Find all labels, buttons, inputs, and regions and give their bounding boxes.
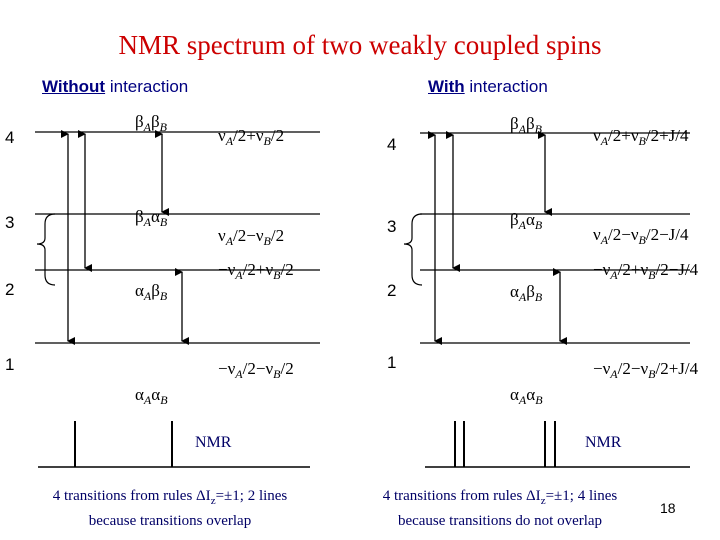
energy-expression: $\nu_A/2+\nu_B/2$ <box>218 126 285 148</box>
page-number: 18 <box>660 500 676 516</box>
caption-right-line2: because transitions do not overlap <box>397 513 603 529</box>
level-number: 3 <box>5 213 15 232</box>
heading-underlined-word: Without <box>42 77 106 96</box>
caption-right-line1-end: =±1; 4 lines <box>545 488 618 504</box>
caption-left-line2: because transitions overlap <box>88 513 252 529</box>
grouping-brace <box>404 214 422 285</box>
caption-left-line1: 4 transitions from rules ΔI <box>52 488 211 504</box>
heading-underlined-word: With <box>428 77 465 96</box>
level-number: 1 <box>387 353 397 372</box>
energy-expression: $\nu_A/2-\nu_B/2$ <box>218 226 285 248</box>
level-number: 2 <box>387 281 397 300</box>
energy-expression: $-\nu_A/2+\nu_B/2-J/4$ <box>593 260 699 282</box>
spin-state-label: $\alpha_A\beta_B$ <box>135 281 168 303</box>
panel-without-interaction <box>5 112 320 467</box>
slide-title: NMR spectrum of two weakly coupled spins <box>118 30 602 60</box>
energy-expression: $-\nu_A/2-\nu_B/2$ <box>218 359 294 381</box>
level-number: 4 <box>5 128 15 147</box>
heading-rest: interaction <box>464 77 548 96</box>
level-number: 4 <box>387 135 397 154</box>
panel-with-interaction <box>387 114 699 467</box>
grouping-brace <box>37 214 55 285</box>
spin-state-label: $\beta_A\beta_B$ <box>510 114 542 136</box>
caption-left-line1-end: =±1; 2 lines <box>215 488 288 504</box>
spectrum-label: NMR <box>585 434 622 451</box>
level-number: 1 <box>5 355 15 374</box>
caption-left <box>0 486 340 531</box>
spin-state-label: $\alpha_A\alpha_B$ <box>135 385 168 407</box>
spin-state-label: $\alpha_A\beta_B$ <box>510 282 543 304</box>
energy-expression: $-\nu_A/2+\nu_B/2$ <box>218 260 294 282</box>
energy-expression: $\nu_A/2+\nu_B/2+J/4$ <box>593 126 689 148</box>
level-number: 3 <box>387 217 397 236</box>
caption-left-sub: z <box>210 495 216 507</box>
spin-state-label: $\beta_A\alpha_B$ <box>510 210 543 232</box>
energy-expression: $-\nu_A/2-\nu_B/2+J/4$ <box>593 359 699 381</box>
level-number: 2 <box>5 280 15 299</box>
heading-rest: interaction <box>105 77 189 96</box>
spin-state-label: $\alpha_A\alpha_B$ <box>510 385 543 407</box>
energy-expression: $\nu_A/2-\nu_B/2-J/4$ <box>593 225 689 247</box>
caption-right-line1: 4 transitions from rules ΔI <box>382 488 541 504</box>
spectrum-label: NMR <box>195 434 232 451</box>
spin-state-label: $\beta_A\beta_B$ <box>135 112 167 134</box>
caption-right <box>350 486 650 531</box>
spin-state-label: $\beta_A\alpha_B$ <box>135 207 168 229</box>
caption-right-sub: z <box>540 495 546 507</box>
